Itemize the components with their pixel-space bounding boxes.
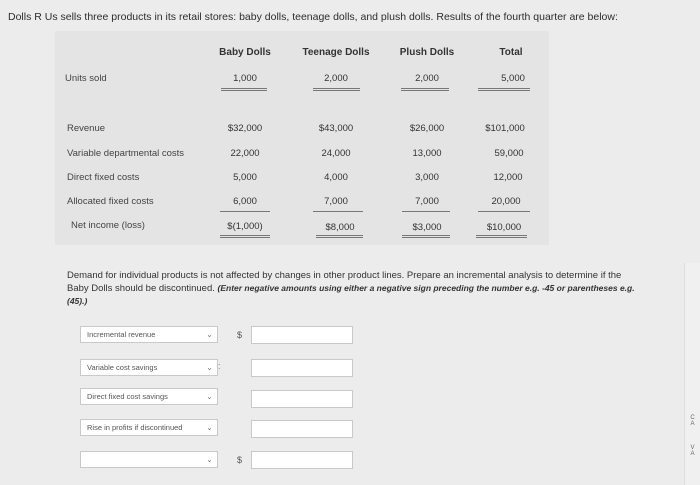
row-label-net-income: Net income (loss) [71, 220, 145, 231]
incremental-revenue-select[interactable] [80, 326, 218, 343]
results-table [55, 31, 549, 245]
scrollbar-glyph: C [690, 415, 695, 421]
row-label-direct-fixed: Direct fixed costs [67, 172, 140, 183]
cell-allocfixed-plush: 7,000 [415, 196, 439, 207]
dollar-sign: $ [237, 455, 243, 465]
instructions [67, 270, 637, 308]
cell-varcost-plush: 13,000 [412, 148, 442, 159]
colon-marker: : [218, 361, 221, 371]
chevron-down-icon: ⌄ [206, 423, 213, 432]
units-underline [221, 88, 267, 91]
cell-revenue-teenage: $43,000 [318, 123, 354, 134]
result-input[interactable] [251, 451, 353, 469]
rise-in-profits-input[interactable] [251, 420, 353, 438]
subtotal-underline [220, 211, 270, 212]
cell-netincome-total: $10,000 [486, 222, 522, 233]
cell-directfixed-plush: 3,000 [415, 172, 439, 183]
cell-revenue-plush: $26,000 [409, 123, 445, 134]
col-header-plush-dolls: Plush Dolls [399, 47, 455, 58]
cell-units-total: 5,000 [501, 73, 525, 84]
chevron-down-icon: ⌄ [206, 330, 213, 339]
variable-cost-savings-input[interactable] [251, 359, 353, 377]
cell-units-teenage: 2,000 [324, 73, 348, 84]
total-double-underline [402, 235, 450, 238]
cell-revenue-baby: $32,000 [227, 123, 263, 134]
rise-in-profits-select[interactable] [80, 419, 218, 436]
select-value: Direct fixed cost savings [87, 392, 168, 401]
select-value: Rise in profits if discontinued [87, 423, 183, 432]
intro-text: Dolls R Us sells three products in its retail stores: baby dolls, teenage dolls, and plush dolls. Results of the fourth quarter are below: [8, 11, 618, 23]
scrollbar-glyph: V [690, 445, 695, 451]
cell-varcost-total: 59,000 [494, 148, 524, 159]
cell-netincome-plush: $3,000 [412, 222, 442, 233]
total-double-underline [476, 235, 527, 238]
row-label-revenue: Revenue [67, 123, 106, 134]
instructions-text: Demand for individual products is not affected by changes in other product lines. Prepare an incremental analysis to determine if the Baby Dolls should be discontinued. [67, 270, 622, 294]
chevron-down-icon: ⌄ [206, 363, 213, 372]
cell-netincome-teenage: $8,000 [325, 222, 355, 233]
units-underline [313, 88, 360, 91]
cell-netincome-baby: $(1,000) [227, 221, 263, 232]
incremental-revenue-input[interactable] [251, 326, 353, 344]
cell-varcost-baby: 22,000 [230, 148, 260, 159]
units-underline [401, 88, 449, 91]
cell-units-baby: 1,000 [233, 73, 257, 84]
dollar-sign: $ [237, 330, 243, 340]
cell-allocfixed-teenage: 7,000 [324, 196, 348, 207]
subtotal-underline [478, 211, 530, 212]
cell-directfixed-baby: 5,000 [233, 172, 257, 183]
select-value: Variable cost savings [87, 363, 158, 372]
select-value: Incremental revenue [87, 330, 156, 339]
cell-allocfixed-total: 20,000 [491, 196, 521, 207]
cell-revenue-total: $101,000 [485, 123, 525, 134]
variable-cost-savings-select[interactable] [80, 359, 218, 376]
cell-allocfixed-baby: 6,000 [233, 196, 257, 207]
cell-varcost-teenage: 24,000 [321, 148, 351, 159]
result-select[interactable] [80, 451, 218, 468]
units-underline [478, 88, 530, 91]
scrollbar[interactable] [684, 263, 700, 485]
row-label-units: Units sold [65, 73, 107, 84]
cell-units-plush: 2,000 [415, 73, 439, 84]
total-double-underline [316, 235, 363, 238]
scrollbar-glyph: A [690, 421, 695, 427]
cell-directfixed-total: 12,000 [493, 172, 523, 183]
row-label-variable-costs: Variable departmental costs [67, 148, 185, 159]
cell-directfixed-teenage: 4,000 [324, 172, 348, 183]
subtotal-underline [313, 211, 363, 212]
scrollbar-glyph: A [690, 451, 695, 457]
col-header-total: Total [499, 47, 523, 58]
chevron-down-icon: ⌄ [206, 392, 213, 401]
total-double-underline [220, 235, 270, 238]
col-header-teenage-dolls: Teenage Dolls [302, 47, 370, 58]
col-header-baby-dolls: Baby Dolls [219, 47, 271, 58]
subtotal-underline [402, 211, 450, 212]
row-label-allocated-fixed: Allocated fixed costs [67, 196, 154, 207]
direct-fixed-cost-savings-input[interactable] [251, 390, 353, 408]
chevron-down-icon: ⌄ [206, 455, 213, 464]
instructions-emphasis: (Enter negative amounts using either a negative sign preceding the number e.g. -45 or parentheses e.g. (45).) [67, 283, 635, 306]
direct-fixed-cost-savings-select[interactable] [80, 388, 218, 405]
